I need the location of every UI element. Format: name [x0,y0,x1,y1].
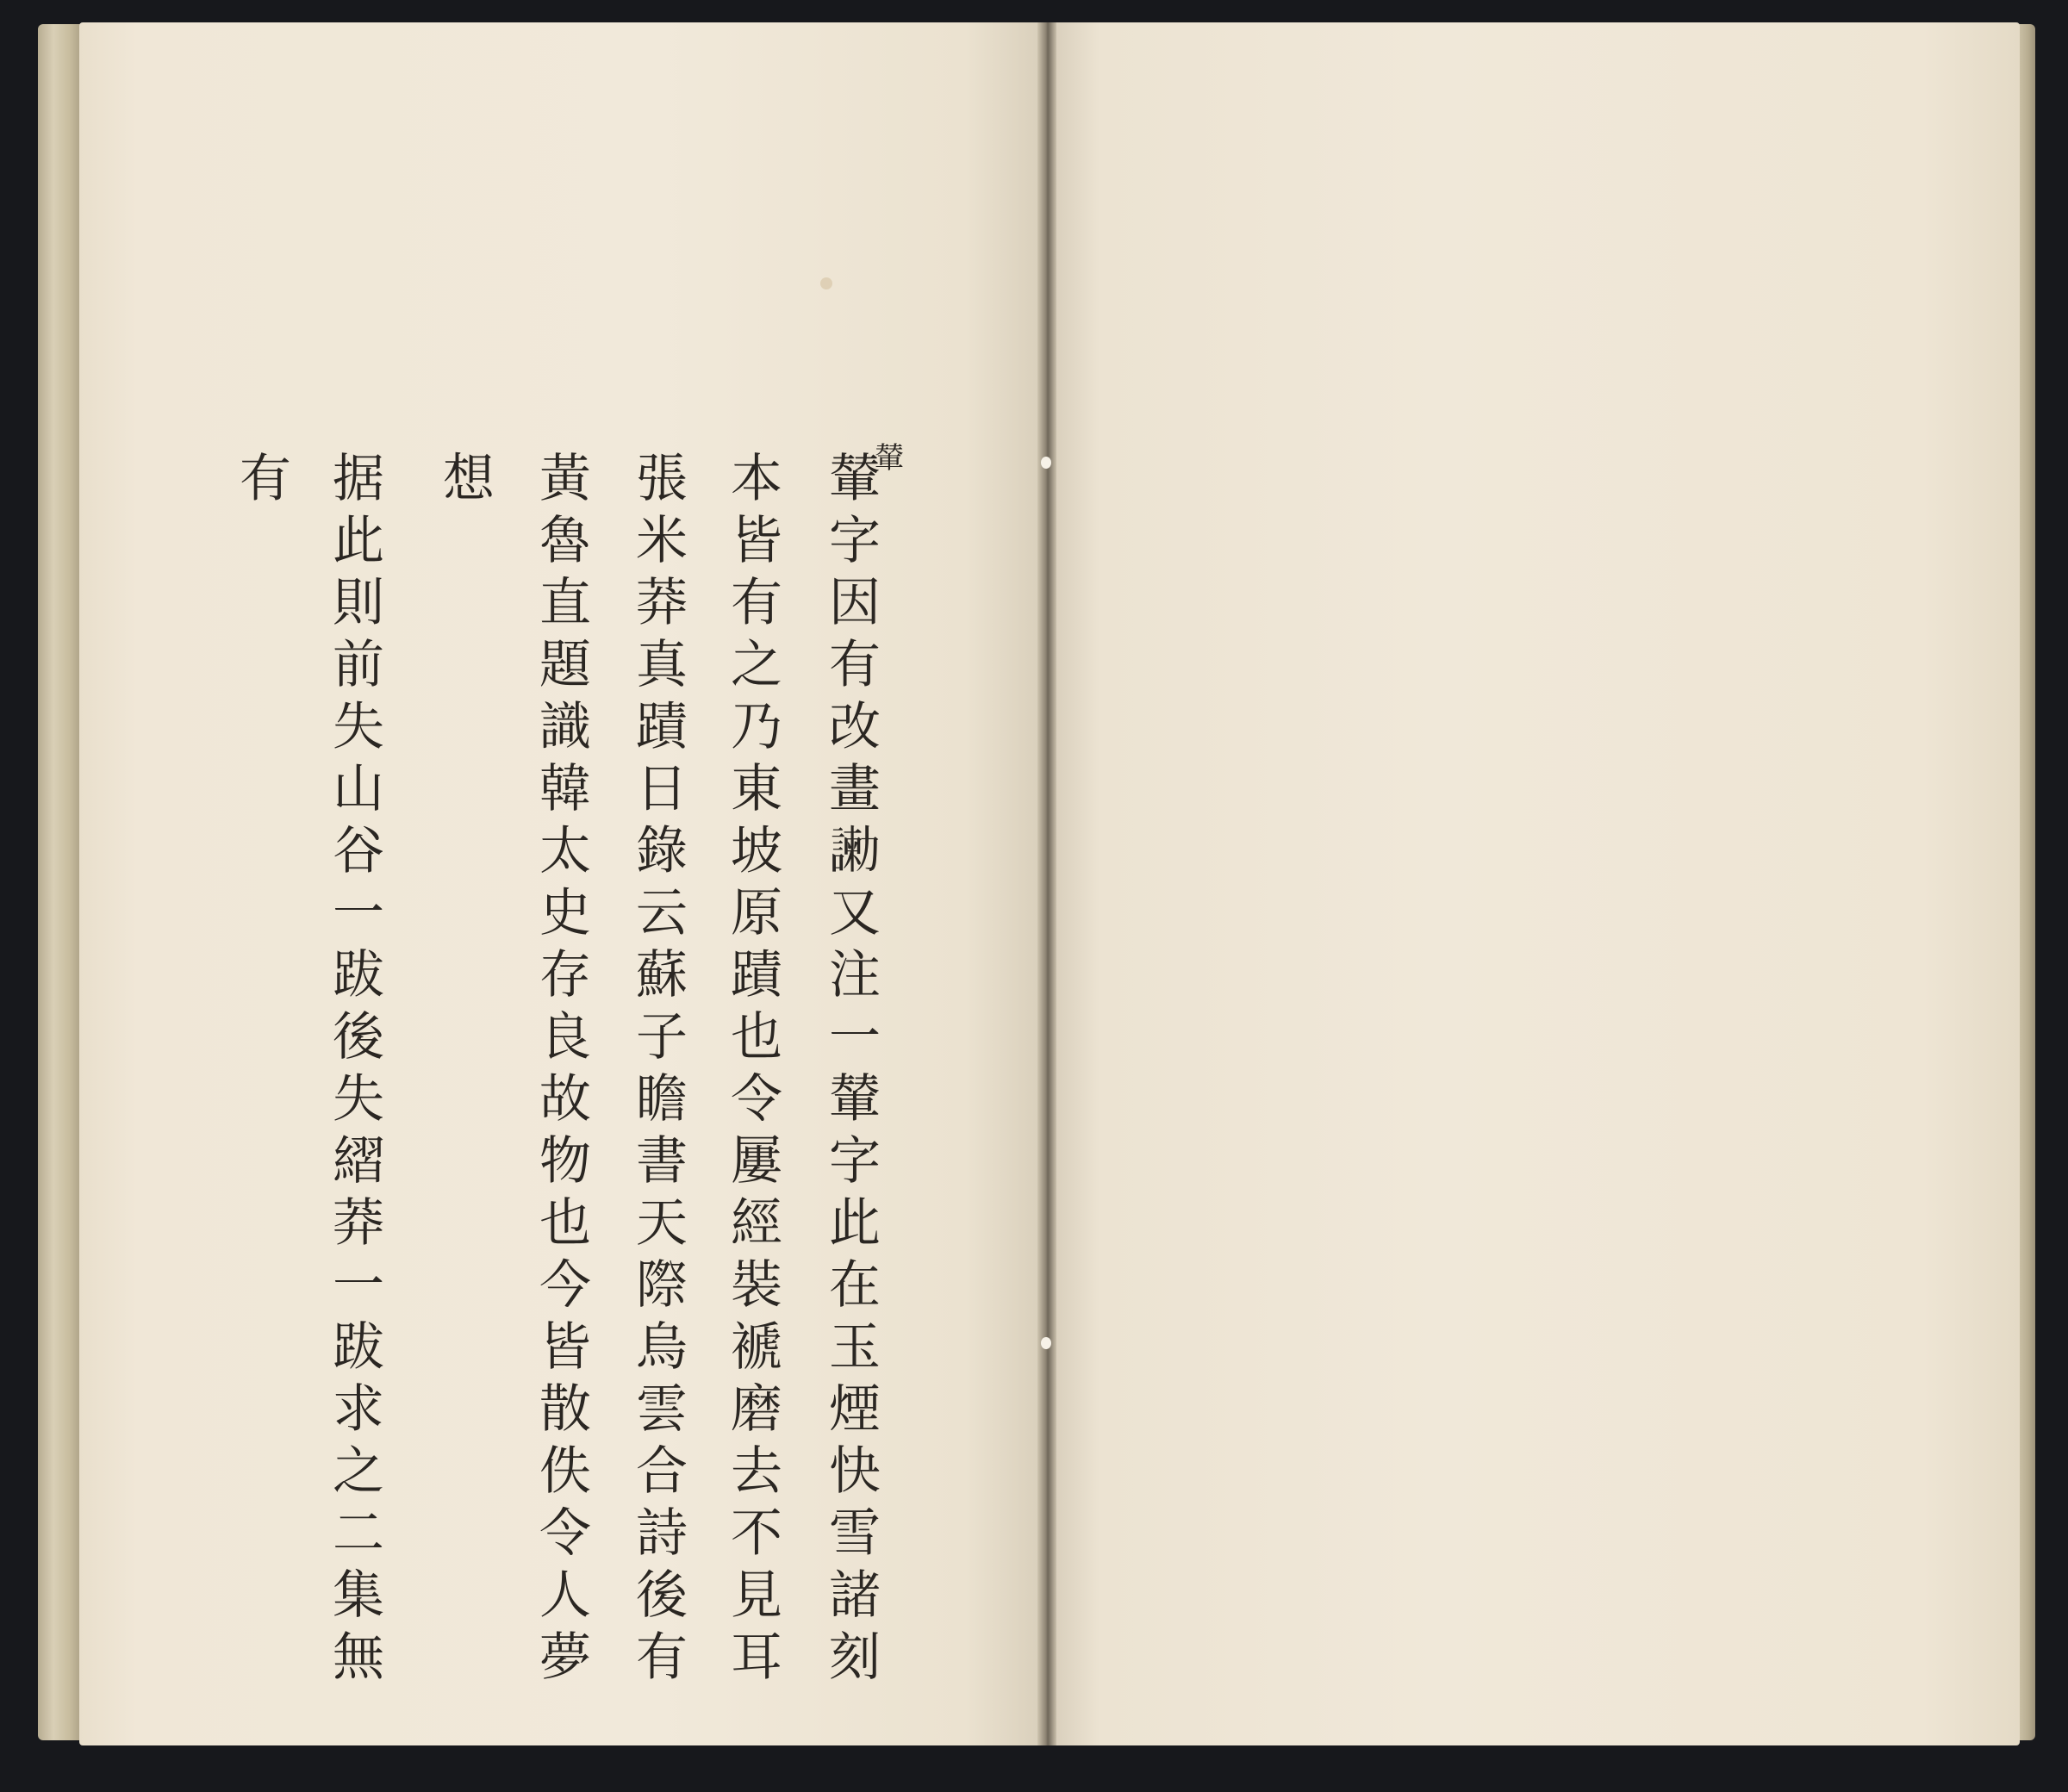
column-char: 令 [731,1069,782,1129]
column-char: 耳 [731,1627,782,1688]
column-char: 坡 [731,821,782,881]
column-char: 錄 [636,821,688,881]
column-char: 物 [539,1131,591,1192]
column-char: 跋 [333,945,384,1005]
binding-stitch [1041,1337,1051,1349]
column-char: 有 [636,1627,688,1688]
column-char: 韓 [539,759,591,819]
text-column-1 [820,448,889,1689]
column-char: 又 [829,883,881,943]
column-char: 一 [333,883,384,943]
column-char: 輦 [829,449,881,509]
column-char: 磨 [731,1379,782,1440]
right-page [1051,22,2020,1745]
column-char: 皆 [539,1317,591,1378]
column-char: 前 [333,635,384,695]
column-char: 後 [333,1007,384,1067]
column-char: 乃 [731,697,782,757]
column-char: 直 [539,573,591,633]
column-char: 諸 [829,1565,881,1626]
column-char: 谷 [333,821,384,881]
column-char: 有 [240,449,291,509]
column-char: 也 [539,1193,591,1254]
column-char: 玉 [829,1317,881,1378]
column-char: 煙 [829,1379,881,1440]
column-char: 裝 [731,1255,782,1316]
text-column-6 [324,448,393,1689]
column-char: 有 [829,635,881,695]
book-gutter [1037,22,1056,1745]
column-char: 際 [636,1255,688,1316]
column-char: 詩 [636,1503,688,1564]
column-char: 原 [731,883,782,943]
column-char: 無 [333,1627,384,1688]
column-char: 良 [539,1007,591,1067]
column-char: 散 [539,1379,591,1440]
column-char: 佚 [539,1441,591,1502]
column-char: 之 [333,1441,384,1502]
column-char: 因 [829,573,881,633]
column-char: 云 [636,883,688,943]
text-column-4 [531,448,600,1689]
column-char: 也 [731,1007,782,1067]
column-char: 瞻 [636,1069,688,1129]
column-char: 雪 [829,1503,881,1564]
column-char: 一 [333,1255,384,1316]
column-char: 山 [333,759,384,819]
column-char: 日 [636,759,688,819]
column-char: 快 [829,1441,881,1502]
column-char: 存 [539,945,591,1005]
column-char: 真 [636,635,688,695]
column-char: 改 [829,697,881,757]
column-char: 經 [731,1193,782,1254]
column-char: 之 [731,635,782,695]
column-char: 書 [636,1131,688,1192]
column-char: 不 [731,1503,782,1564]
column-char: 後 [636,1565,688,1626]
text-column-2 [722,448,791,1689]
column-char: 集 [333,1565,384,1626]
text-column-5 [434,448,503,510]
column-char: 皆 [731,511,782,571]
column-char: 題 [539,635,591,695]
column-char: 字 [829,511,881,571]
column-char: 合 [636,1441,688,1502]
column-char: 黃 [539,449,591,509]
column-char: 張 [636,449,688,509]
column-char: 𠣂 [829,821,881,881]
column-char: 蹟 [731,945,782,1005]
column-char: 今 [539,1255,591,1316]
column-char: 失 [333,697,384,757]
column-char: 本 [731,449,782,509]
page-edges-left [38,24,83,1740]
column-char: 令 [539,1503,591,1564]
column-char: 子 [636,1007,688,1067]
column-char: 失 [333,1069,384,1129]
column-char: 識 [539,697,591,757]
column-char: 在 [829,1255,881,1316]
column-char: 太 [539,821,591,881]
column-char: 褫 [731,1317,782,1378]
column-char: 東 [731,759,782,819]
column-char: 夢 [539,1627,591,1688]
column-char: 注 [829,945,881,1005]
paper-spot [820,277,832,289]
column-char: 字 [829,1131,881,1192]
column-char: 烏 [636,1317,688,1378]
column-char: 天 [636,1193,688,1254]
column-char: 魯 [539,511,591,571]
column-char: 刻 [829,1627,881,1688]
text-column-3 [627,448,696,1689]
column-char: 輦 [829,1069,881,1129]
column-char: 有 [731,573,782,633]
column-1-prefix: 輦 [875,441,904,476]
column-char: 見 [731,1565,782,1626]
column-char: 畫 [829,759,881,819]
column-char: 䌌 [333,1131,384,1192]
column-char: 想 [443,449,495,509]
text-column-7 [231,448,300,510]
column-char: 一 [829,1007,881,1067]
column-char: 二 [333,1503,384,1564]
column-char: 此 [333,511,384,571]
column-char: 則 [333,573,384,633]
column-char: 雲 [636,1379,688,1440]
column-char: 蘇 [636,945,688,1005]
column-char: 屢 [731,1131,782,1192]
column-char: 蹟 [636,697,688,757]
column-char: 人 [539,1565,591,1626]
column-char: 据 [333,449,384,509]
column-char: 米 [636,511,688,571]
column-char: 去 [731,1441,782,1502]
column-char: 此 [829,1193,881,1254]
column-char: 莽 [636,573,688,633]
column-char: 史 [539,883,591,943]
column-char: 莽 [333,1193,384,1254]
column-char: 故 [539,1069,591,1129]
column-char: 跋 [333,1317,384,1378]
column-char: 求 [333,1379,384,1440]
binding-stitch [1041,457,1051,469]
